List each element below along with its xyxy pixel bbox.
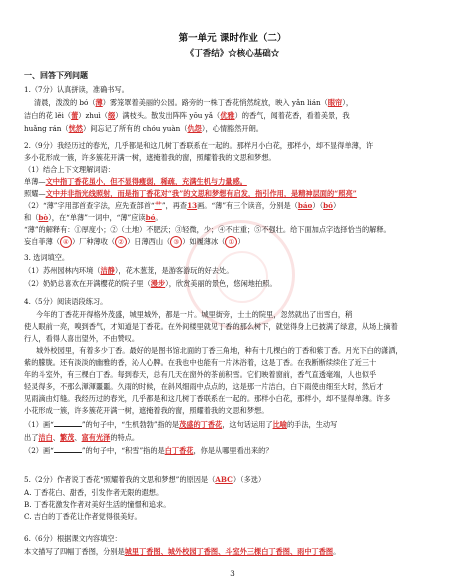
q2-passage-2: 多小花形成一簇，许多簇花开满一树，遮掩着我的窗，照耀着我的文思和梦想。 [24, 153, 276, 162]
q4-para2-d: 轻灵得多，不那么渾渾噩噩。久雨的时候，在斜风细雨中点点的，这是那一片洁白，白下雨使由细至大时，然后才 [24, 382, 384, 391]
q5-option-c: C. 吉白的丁香花让作者觉得很美好。 [24, 512, 142, 521]
q2-idioms: 妄自菲薄（ ④ ）厂种薄收（ ② ）日薄西山（ ③ ）如履薄冰（ ① ） [24, 237, 245, 246]
q4-para1-b: 使人眼前一亮，嗅到香气，才知道是丁香花。在外间楼里就见丁香的那么树下，就觉得身上已披满了绿意，从场上摘着 [24, 322, 398, 331]
q6-answer-line: 本文描写了四幅丁香图，分别是城里丁香图、城外校园丁香图、斗室外三棵白丁香图、雨中丁香图。 [24, 547, 341, 556]
unit-title: 第一单元 课时作业（二） [178, 33, 287, 44]
q4-sub1-cont: 出了洁白、繁茂、富有光泽的特点。 [24, 433, 140, 442]
q4-para2-a: 城外校园里，有着多少丁香。最好的是图书馆北面的丁香三角地，种有十几棵白的丁香和紫丁香。月光下白的潇洒， [36, 346, 403, 355]
q2-definitions: “薄”的解释有：①厚度小；②（土地）不肥沃；③轻微，少；④不庄重；⑤不强壮。给下面加点字选择恰当的解释。 [24, 225, 391, 234]
q4-para1-a: 今年的丁香花开得格外茂盛，城里城外，都是一片。城里街旁，士土的院里，忽然就出了出雪白，稍 [36, 310, 353, 319]
page-number: 3 [230, 570, 235, 578]
q2-passage-1: 2.（9分）我经历过的春光，几乎都是和这几树丁香联系在一起的。那样月小白花，那样小，却不显得单薄，许 [24, 141, 374, 150]
q1-line2: 清晨，泼泼的 bó（薄）雾笼罩着美丽的公园。路旁的一株丁香花悄然绽放，映入 yǎn lián（眼帘）， [34, 98, 354, 107]
q1-prompt: 1.（7分）认真拼读，准确书写。 [24, 85, 129, 94]
q2-sub2: （2）“薄”字用部首查字法，应先查部首“艹”，再查13画。“薄”有三个读音，分别是（báo）（bó） [24, 201, 341, 210]
q4-para2-e: 见雨滴由灯缝。我经历过的春光，几乎都是和这几树丁香联系在一起的。那样小白花，那样小，却不显得单薄。许多 [24, 394, 391, 403]
q1-line3: 洁白的花 lěi（蕾）zhuì（缀）满枝头。散发出阵阵 yōu yǎ（优雅）的香气，闻着花香，看着美景，我 [24, 111, 350, 120]
q4-para2-b: 紫的朦胧。还有淡淡的幽雅的香，沁人心脾。在我也中也能有一片沐浴着，这是丁香。在我断断续续住了近三十 [24, 358, 377, 367]
q4-sub1: （1）画“ ”的句子中，“生机勃勃”指的是茂盛的丁香花，这句话运用了比喻的手法，生动写 [24, 420, 338, 429]
q5-option-b: B. 丁香花激发作者对美好生活的憧憬和追求。 [24, 500, 171, 509]
q4-para1-c: 行人，看得人喜出望外，不由赞叹。 [24, 334, 140, 343]
q5-prompt: 5.（2分）作者说丁香花“照耀着我的文思和梦想”的原因是（ABC）（多选） [24, 475, 266, 484]
q3-prompt: 3. 选词填空。 [24, 253, 70, 262]
lesson-title: 《丁香结》☆核心基础☆ [185, 49, 280, 59]
q5-option-a: A. 丁香花白、甜香，引发作者无限的遐想。 [24, 488, 164, 497]
section-heading: 一、回答下列问题 [24, 70, 88, 80]
q1-line4: huǎng rán（恍然）间忘记了所有的 chóu yuàn（仇怨），心情豁然开朗。 [24, 124, 263, 133]
q4-para2-f: 小花形成一簇，许多簇花开满一树，遮掩着我的窗，照耀着我的文思和梦想。 [24, 406, 269, 415]
q2-sub1: （1）结合上下文理解词语： [24, 165, 115, 174]
q3-item2: （2）奶奶总喜欢在开满樱花的院子里（漫步），欣赏美丽的景色，悠闲地拍照。 [24, 279, 277, 288]
q2-danbo: 单薄—文中指丁香花虽小，但不显得瘦弱，稀疏，充满生机与力量感。 [24, 177, 247, 186]
q2-sub2-cont: 和（bò），在“单薄”一词中，“薄”应读bó。 [24, 213, 163, 222]
q4-prompt: 4.（5分）阅读语段练习。 [24, 297, 108, 306]
q3-item1: （1）苏州园林内环境（洁静），花木葱茏，是游客游玩的好去处。 [24, 266, 234, 275]
q4-sub2: （2）画“ ”的句子中，“积雪”指的是白丁香花，你是从哪里看出来的？ [24, 446, 273, 455]
q2-zhaoyao: 照耀—文中并非指光线照射，而是指丁香花对“我”的文思和梦想有启发，指引作用，是精神层面的“照亮” [24, 189, 357, 198]
q6-prompt: 6.（6分）根据课文内容填空： [24, 534, 122, 543]
q4-para2-c: 年的斗室外，有三棵白丁香。每到春天，总有几天在窗外的茶前积雪。它们映着窗前，香气直透毫端，人也似乎 [24, 370, 377, 379]
